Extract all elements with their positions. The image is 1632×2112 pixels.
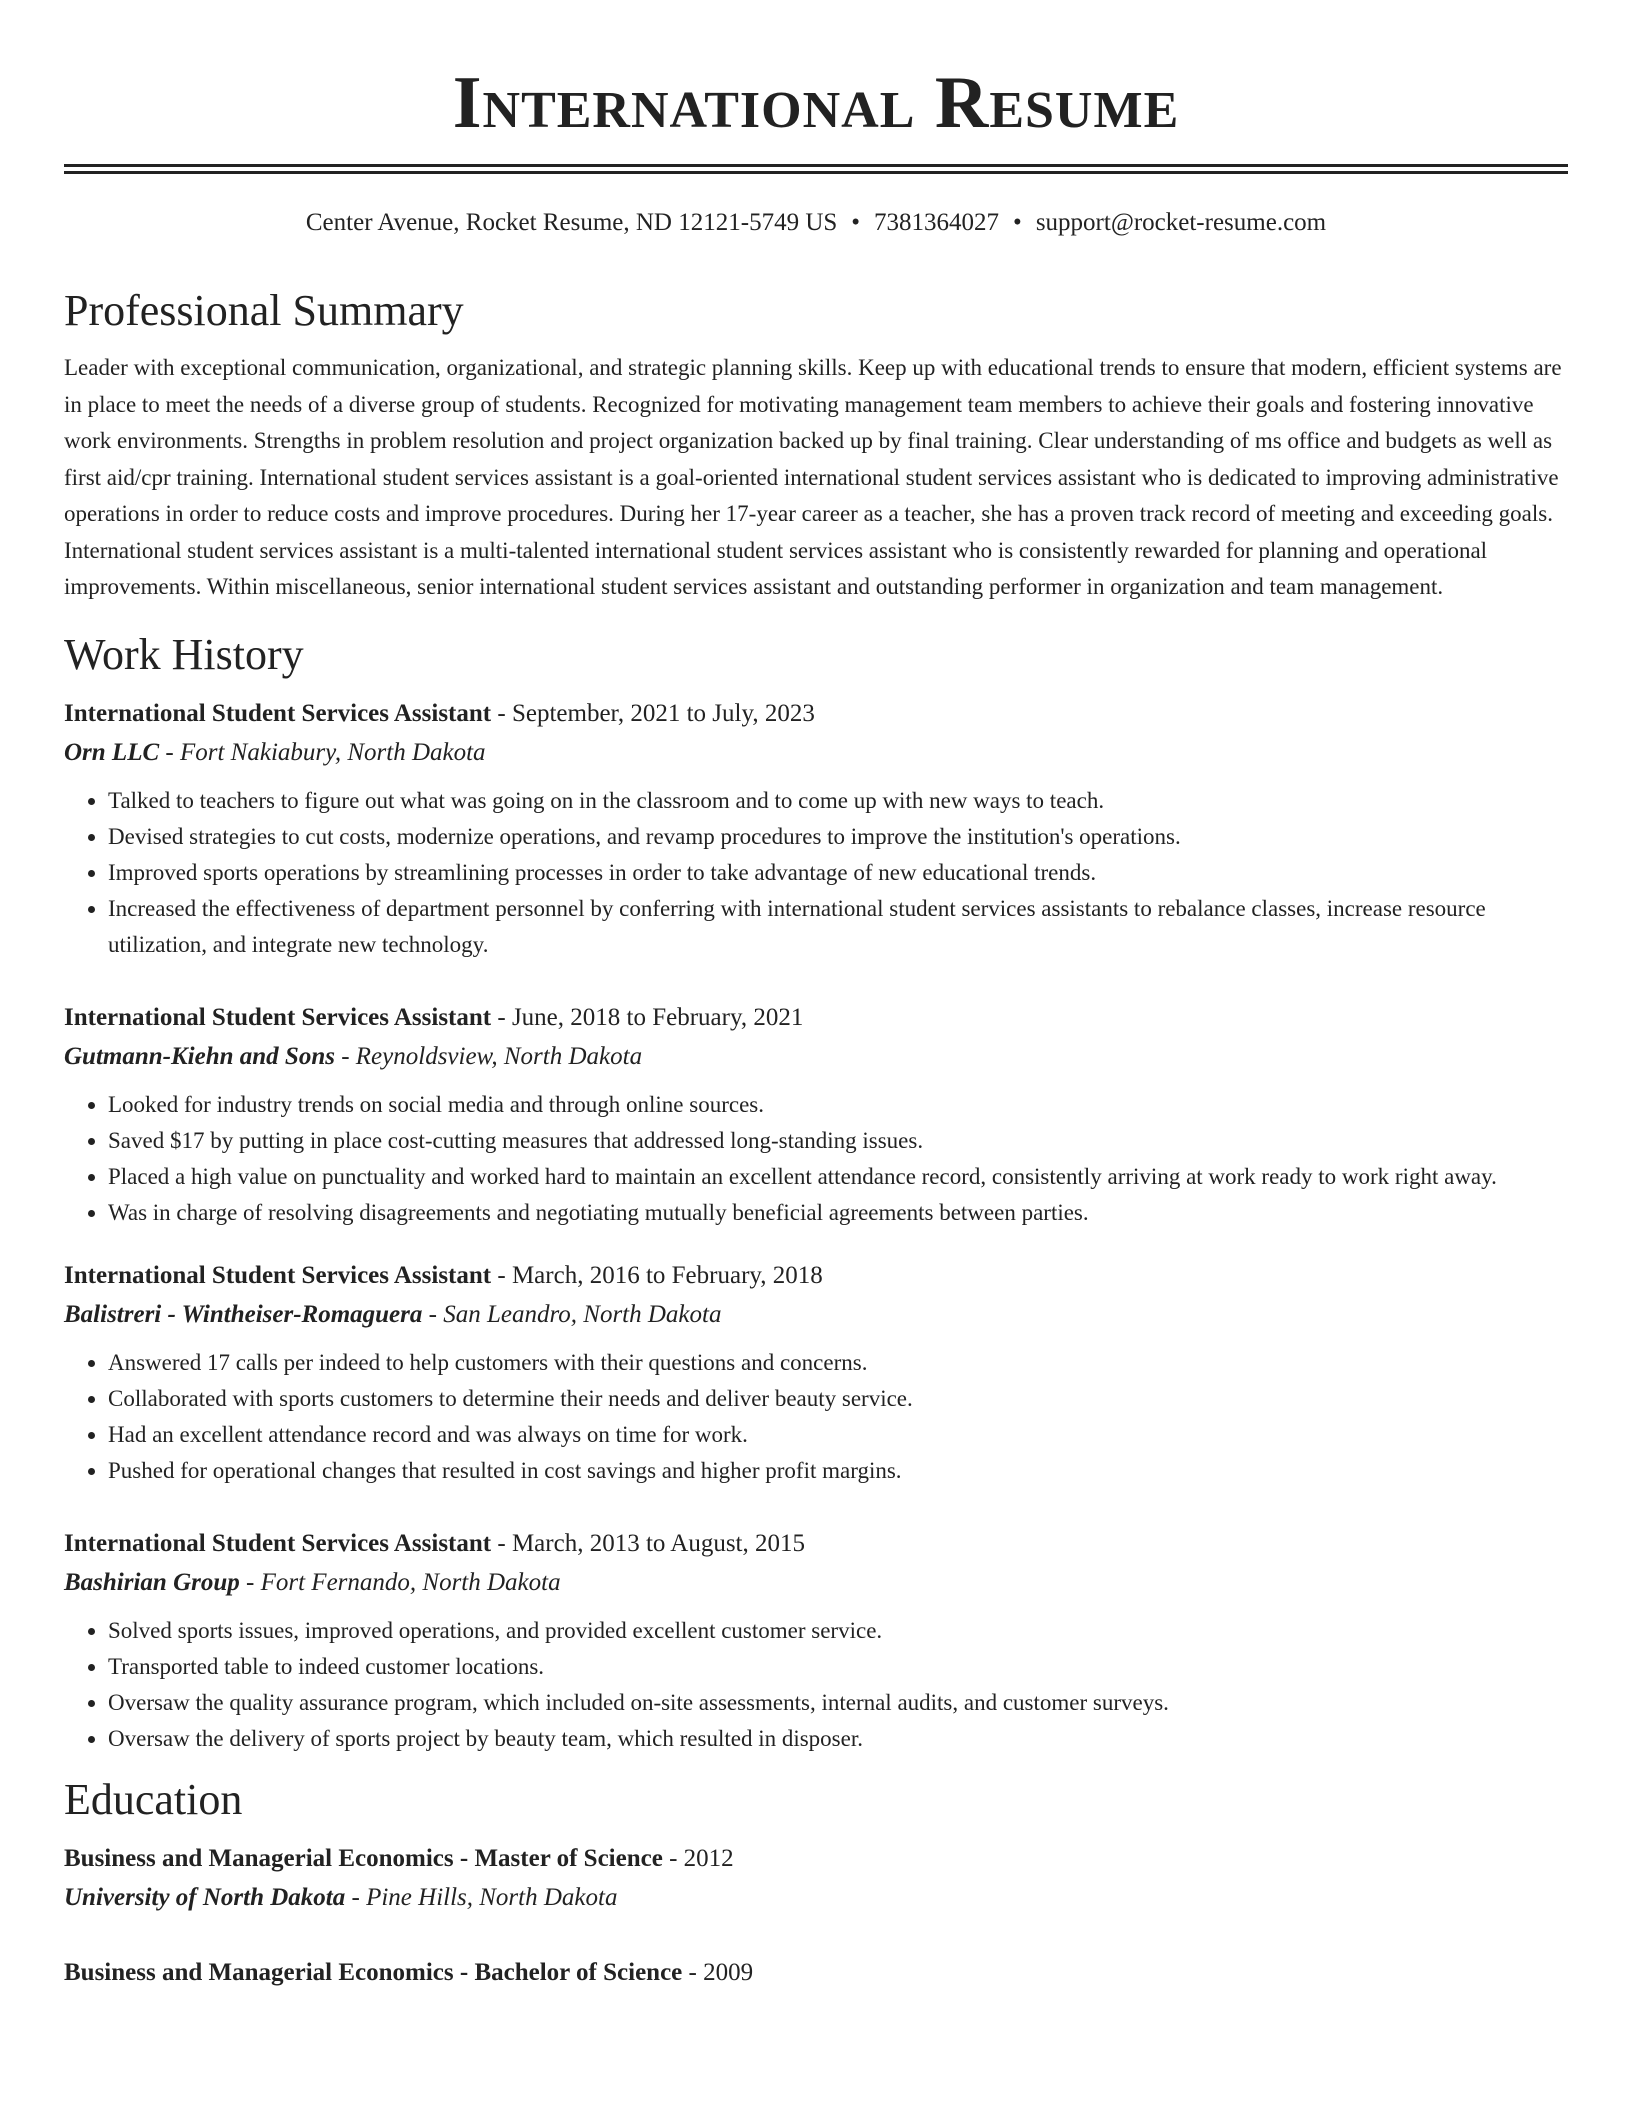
job-bullet: • Collaborated with sports customers to determine their needs and deliver beauty service.	[108, 1381, 1568, 1417]
job-bullet-list	[64, 783, 1568, 963]
job-bullet: • Placed a high value on punctuality and worked hard to maintain an excellent attendance record, consistently arriving at work ready to work right away.	[108, 1159, 1568, 1195]
work-entry-org	[64, 1295, 1568, 1334]
job-dates: - March, 2016 to February, 2018	[491, 1261, 823, 1289]
job-bullet: • Devised strategies to cut costs, modernize operations, and revamp procedures to improve the institution's operations.	[108, 819, 1568, 855]
job-bullet-list	[64, 1087, 1568, 1231]
education-entry-title	[64, 1839, 1568, 1878]
job-bullet: • Looked for industry trends on social media and through online sources.	[108, 1087, 1568, 1123]
job-bullet: • Was in charge of resolving disagreements and negotiating mutually beneficial agreements between parties.	[108, 1195, 1568, 1231]
contact-address: Center Avenue, Rocket Resume, ND 12121-5749 US	[305, 209, 838, 236]
title-double-rule	[64, 164, 1568, 174]
school-location: - Pine Hills, North Dakota	[345, 1883, 618, 1911]
job-bullet: • Answered 17 calls per indeed to help customers with their questions and concerns.	[108, 1345, 1568, 1381]
work-entry-org	[64, 733, 1568, 772]
job-bullet: • Transported table to indeed customer locations.	[108, 1649, 1568, 1685]
education-entry-school	[64, 1878, 1568, 1917]
degree-year: - 2012	[662, 1844, 734, 1872]
job-dates: - June, 2018 to February, 2021	[491, 1003, 804, 1031]
contact-email: support@rocket-resume.com	[1035, 209, 1327, 236]
education-heading: Education	[64, 1774, 243, 1824]
company-name: Orn LLC	[64, 738, 160, 766]
job-bullet: • Saved $17 by putting in place cost-cutting measures that addressed long-standing issues.	[108, 1123, 1568, 1159]
job-bullet: • Increased the effectiveness of department personnel by conferring with international student services assistants to rebalance classes, increase resource utilization, and integrate new technology.	[108, 891, 1568, 963]
education-entry	[64, 1953, 1568, 1992]
job-bullet: • Oversaw the delivery of sports project by beauty team, which resulted in disposer.	[108, 1721, 1568, 1757]
job-role: International Student Services Assistant	[64, 1003, 492, 1031]
work-entry	[64, 694, 1568, 963]
work-entry	[64, 998, 1568, 1231]
job-bullet: • Oversaw the quality assurance program, which included on-site assessments, internal audits, and customer surveys.	[108, 1685, 1568, 1721]
education-entry-title	[64, 1953, 1568, 1992]
job-bullet: • Had an excellent attendance record and was always on time for work.	[108, 1417, 1568, 1453]
job-dates: - March, 2013 to August, 2015	[491, 1529, 805, 1557]
company-name: Balistreri - Wintheiser-Romaguera	[64, 1300, 423, 1328]
job-bullet: • Talked to teachers to figure out what was going on in the classroom and to come up with new ways to teach.	[108, 783, 1568, 819]
work-entry-title	[64, 694, 1568, 733]
work-entry-org	[64, 1037, 1568, 1076]
resume-title: International Resume	[452, 62, 1180, 144]
company-location: - Reynoldsview, North Dakota	[334, 1042, 643, 1070]
company-location: - San Leandro, North Dakota	[422, 1300, 722, 1328]
company-location: - Fort Fernando, North Dakota	[239, 1568, 561, 1596]
work-entry	[64, 1256, 1568, 1489]
summary-text: Leader with exceptional communication, organizational, and strategic planning skills. Keep up with educational trends to ensure that modern, efficient systems are in place to meet the needs of a diverse group of students. Recognized for motivating management team members to achieve their goals and fostering innovative work environments. Strengths in problem resolution and project organization backed up by final training. Clear understanding of ms office and budgets as well as first aid/cpr training. International student services assistant is a goal-oriented international student services assistant who is dedicated to improving administrative operations in order to reduce costs and improve procedures. During her 17-year career as a teacher, she has a proven track record of meeting and exceeding goals. International student services assistant is a multi-talented international student services assistant who is consistently rewarded for planning and operational improvements. Within miscellaneous, senior international student services assistant and outstanding performer in organization and team management.	[64, 355, 1562, 599]
degree-name: Business and Managerial Economics - Bachelor of Science	[64, 1958, 683, 1986]
contact-line	[64, 206, 1568, 240]
degree-year: - 2009	[682, 1958, 754, 1986]
job-role: International Student Services Assistant	[64, 1261, 492, 1289]
school-name: University of North Dakota	[64, 1883, 346, 1911]
job-role: International Student Services Assistant	[64, 699, 492, 727]
work-entry-title	[64, 1524, 1568, 1563]
education-entry	[64, 1839, 1568, 1917]
job-role: International Student Services Assistant	[64, 1529, 492, 1557]
work-entry	[64, 1524, 1568, 1757]
job-bullet: • Improved sports operations by streamlining processes in order to take advantage of new educational trends.	[108, 855, 1568, 891]
company-location: - Fort Nakiabury, North Dakota	[159, 738, 486, 766]
company-name: Bashirian Group	[64, 1568, 240, 1596]
contact-separator: •	[1013, 209, 1022, 236]
job-bullet: • Pushed for operational changes that resulted in cost savings and higher profit margins.	[108, 1453, 1568, 1489]
contact-phone: 7381364027	[874, 209, 1000, 236]
company-name: Gutmann-Kiehn and Sons	[64, 1042, 335, 1070]
job-bullet-list	[64, 1613, 1568, 1757]
work-entry-org	[64, 1563, 1568, 1602]
work-entry-title	[64, 998, 1568, 1037]
job-bullet: • Solved sports issues, improved operations, and provided excellent customer service.	[108, 1613, 1568, 1649]
job-dates: - September, 2021 to July, 2023	[491, 699, 815, 727]
job-bullet-list	[64, 1345, 1568, 1489]
summary-heading: Professional Summary	[64, 286, 464, 335]
contact-separator: •	[851, 209, 861, 236]
work-entry-title	[64, 1256, 1568, 1295]
degree-name: Business and Managerial Economics - Master of Science	[64, 1844, 663, 1872]
work-history-heading: Work History	[64, 629, 304, 679]
